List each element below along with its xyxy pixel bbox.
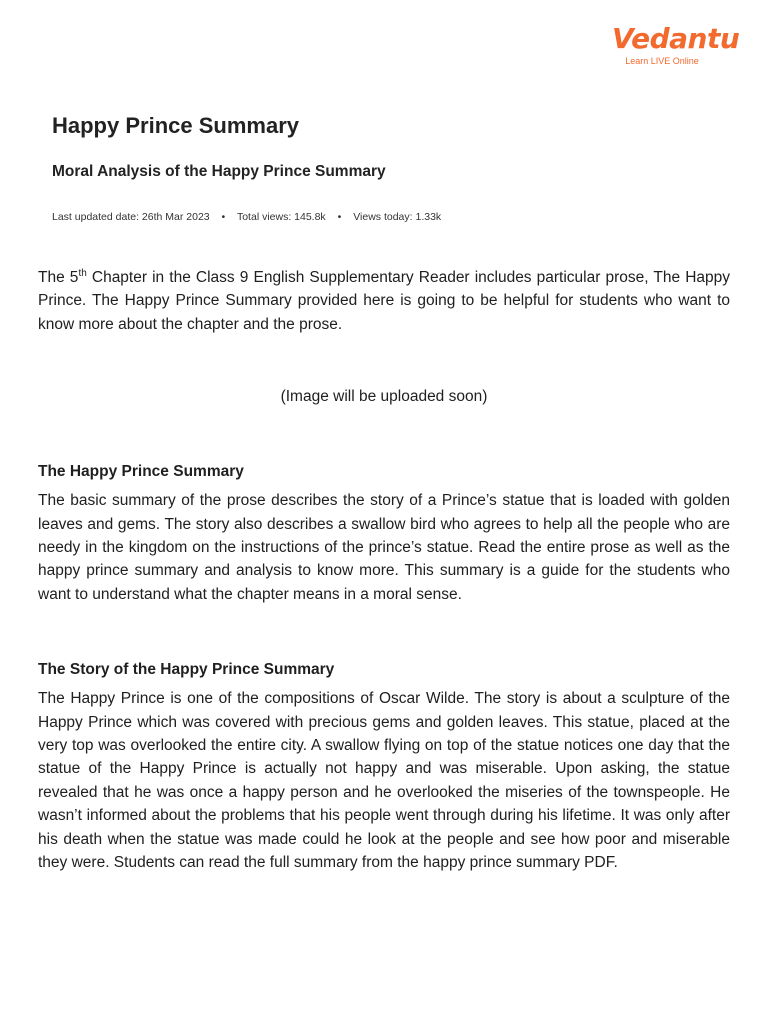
meta-separator: • [221, 211, 226, 223]
logo-wordmark: Vedantu [612, 22, 740, 55]
article-content [38, 266, 730, 875]
intro-paragraph [38, 266, 730, 336]
last-updated-date: Last updated date: 26th Mar 2023 [52, 211, 210, 223]
page-subtitle: Moral Analysis of the Happy Prince Summary [52, 163, 386, 180]
meta-separator: • [337, 211, 342, 223]
total-views: Total views: 145.8k [236, 211, 326, 223]
section-heading-story: The Story of the Happy Prince Summary [38, 661, 335, 679]
intro-text-start: The 5 [38, 269, 79, 286]
views-today: Views today: 1.33k [353, 211, 442, 223]
section-heading-summary: The Happy Prince Summary [38, 463, 244, 481]
article-meta [52, 211, 441, 223]
vedantu-logo[interactable] [612, 22, 740, 67]
intro-superscript: th [78, 267, 87, 279]
intro-text-rest: Chapter in the Class 9 English Supplementary Reader includes particular prose, The Happy Prince. The Happy Prince Summary provided here is going to be helpful for students who want to know more about the chapter and the prose. [38, 269, 730, 333]
section-body-summary: The basic summary of the prose describes the story of a Prince’s statue that is loaded with golden leaves and gems. The story also describes a swallow bird who agrees to help all the people who are needy in the kingdom on the instructions of the prince’s statue. Read the entire prose as well as the happy prince summary and analysis to know more. This summary is a guide for the students who want to understand what the chapter means in a moral sense. [38, 492, 730, 603]
page-title: Happy Prince Summary [52, 113, 299, 138]
image-placeholder-note: (Image will be uploaded soon) [280, 388, 488, 406]
logo-tagline: Learn LIVE Online [625, 56, 699, 66]
section-body-story: The Happy Prince is one of the compositions of Oscar Wilde. The story is about a sculpture of the Happy Prince which was covered with precious gems and golden leaves. This statue, placed at the very top was overlooked the entire city. A swallow flying on top of the statue notices one day that the statue of the Happy Prince is actually not happy and was miserable. Upon asking, the statue revealed that he was once a happy person and he overlooked the miseries of the townspeople. He wasn’t informed about the problems that his people went through during his lifetime. It was only after his death when the statue was made could he look at the people and see how poor and miserable they were. Students can read the full summary from the happy prince summary PDF. [38, 690, 730, 872]
